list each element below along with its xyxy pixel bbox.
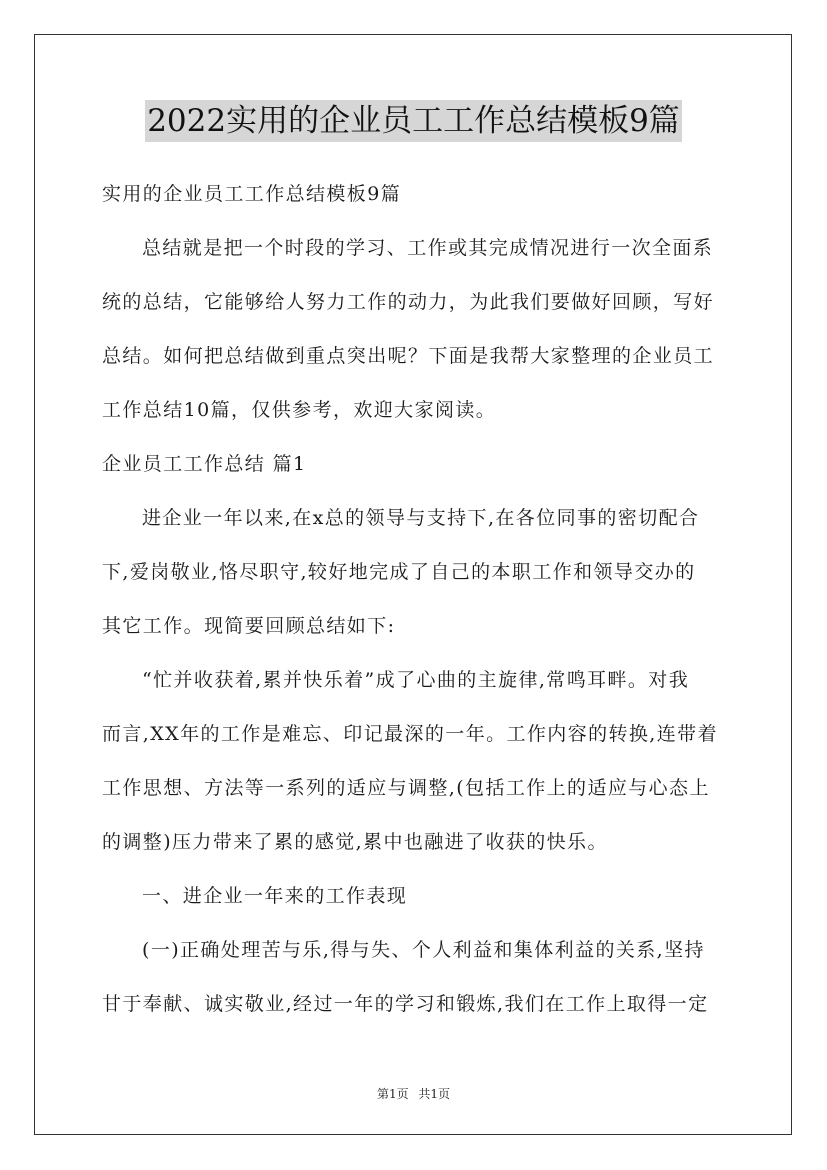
paragraph-line: (一)正确处理苦与乐,得与失、个人利益和集体利益的关系,坚持 — [142, 939, 705, 961]
paragraph-line: 甘于奉献、诚实敬业,经过一年的学习和锻炼,我们在工作上取得一定 — [102, 993, 709, 1015]
title-container — [0, 100, 827, 142]
paragraph-line: 的调整)压力带来了累的感觉,累中也融进了收获的快乐。 — [102, 831, 608, 853]
subsection-heading: 一、进企业一年来的工作表现 — [142, 885, 408, 907]
paragraph-line: 下,爱岗敬业,恪尽职守,较好地完成了自己的本职工作和领导交办的 — [102, 561, 696, 583]
paragraph-line: 统的总结，它能够给人努力工作的动力，为此我们要做好回顾，写好 — [102, 291, 715, 313]
paragraph-line: “忙并收获着,累并快乐着”成了心曲的主旋律,常鸣耳畔。对我 — [142, 669, 690, 691]
paragraph-line: 工作总结10篇，仅供参考，欢迎大家阅读。 — [102, 399, 497, 421]
paragraph-line: 工作思想、方法等一系列的适应与调整,(包括工作上的适应与心态上 — [102, 777, 710, 799]
paragraph-line: 其它工作。现简要回顾总结如下: — [102, 615, 396, 637]
document-title: 2022实用的企业员工工作总结模板9篇 — [145, 100, 682, 142]
paragraph-line: 总结。如何把总结做到重点突出呢？下面是我帮大家整理的企业员工 — [102, 345, 715, 367]
paragraph-line: 而言,XX年的工作是难忘、印记最深的一年。工作内容的转换,连带着 — [102, 723, 718, 745]
paragraph-line: 进企业一年以来,在x总的领导与支持下,在各位同事的密切配合 — [142, 507, 700, 529]
page-total: 共1页 — [418, 1087, 451, 1101]
section-heading: 企业员工工作总结 篇1 — [102, 453, 307, 475]
page-footer — [0, 1085, 827, 1102]
subtitle-line: 实用的企业员工工作总结模板9篇 — [102, 183, 402, 205]
paragraph-line: 总结就是把一个时段的学习、工作或其完成情况进行一次全面系 — [142, 237, 714, 259]
page-number: 第1页 — [376, 1087, 409, 1101]
